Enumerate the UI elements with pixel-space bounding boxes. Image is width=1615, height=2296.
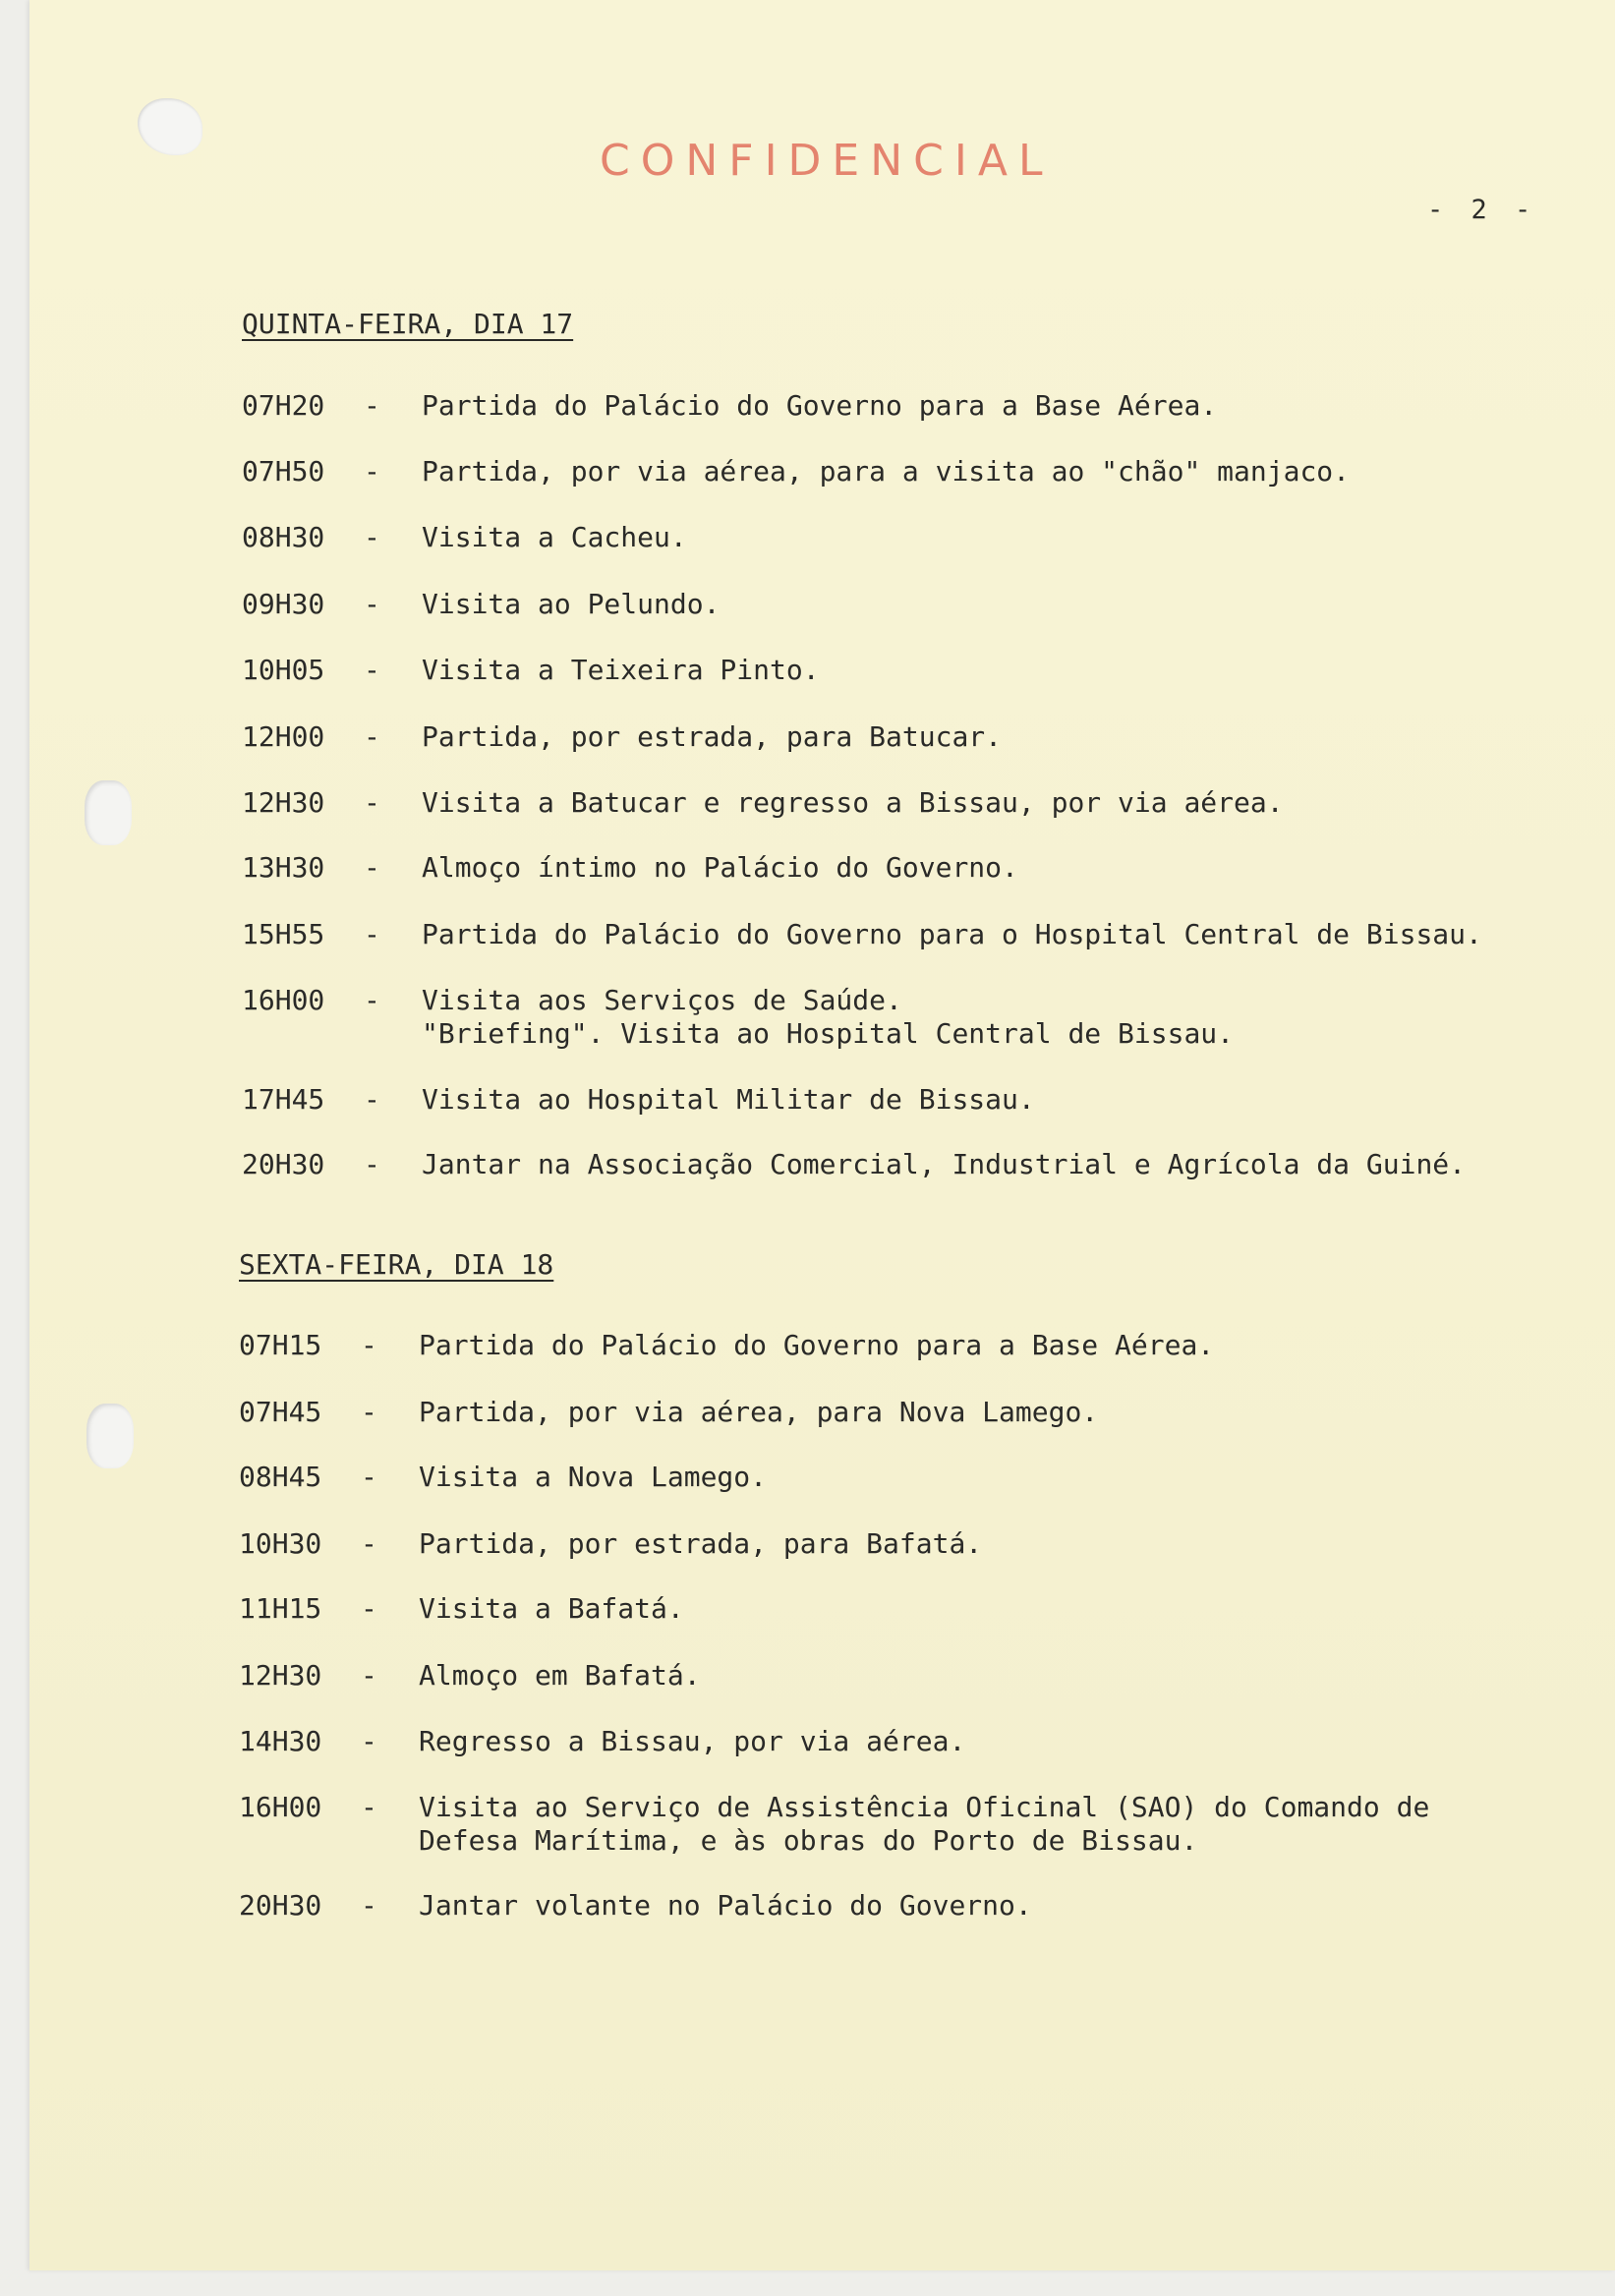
- entry-time: 07H15: [239, 1329, 322, 1361]
- entry-separator: -: [361, 1659, 377, 1692]
- entry-description: Visita aos Serviços de Saúde.: [422, 984, 902, 1016]
- entry-description: "Briefing". Visita ao Hospital Central de Bissau.: [422, 1017, 1235, 1050]
- entry-time: 16H00: [239, 1791, 322, 1823]
- entry-separator: -: [364, 588, 380, 620]
- entry-description: Visita ao Hospital Militar de Bissau.: [422, 1083, 1035, 1116]
- entry-description: Partida do Palácio do Governo para a Base Aérea.: [422, 389, 1218, 422]
- punch-hole: [87, 1404, 134, 1468]
- entry-description: Visita ao Serviço de Assistência Oficinal (SAO) do Comando de: [419, 1791, 1430, 1823]
- entry-separator: -: [364, 654, 380, 686]
- document-page: [29, 0, 1615, 2270]
- entry-separator: -: [364, 786, 380, 819]
- entry-description: Defesa Marítima, e às obras do Porto de Bissau.: [419, 1824, 1198, 1857]
- entry-time: 10H30: [239, 1527, 322, 1560]
- entry-separator: -: [364, 918, 380, 950]
- entry-time: 17H45: [242, 1083, 325, 1116]
- entry-separator: -: [361, 1592, 377, 1625]
- entry-separator: -: [361, 1329, 377, 1361]
- entry-time: 12H30: [239, 1659, 322, 1692]
- entry-description: Visita a Batucar e regresso a Bissau, por via aérea.: [422, 786, 1284, 819]
- entry-description: Almoço em Bafatá.: [419, 1659, 701, 1692]
- entry-separator: -: [364, 1148, 380, 1180]
- entry-description: Jantar volante no Palácio do Governo.: [419, 1889, 1032, 1922]
- entry-description: Visita a Cacheu.: [422, 521, 687, 553]
- entry-description: Visita a Nova Lamego.: [419, 1461, 768, 1493]
- entry-time: 12H00: [242, 720, 325, 753]
- entry-separator: -: [361, 1396, 377, 1428]
- section-title: SEXTA-FEIRA, DIA 18: [239, 1248, 554, 1281]
- entry-time: 14H30: [239, 1725, 322, 1757]
- entry-time: 08H45: [239, 1461, 322, 1493]
- entry-time: 20H30: [239, 1889, 322, 1922]
- entry-description: Partida do Palácio do Governo para a Base Aérea.: [419, 1329, 1215, 1361]
- torn-corner: [138, 98, 202, 155]
- entry-separator: -: [361, 1791, 377, 1823]
- entry-description: Partida, por via aérea, para Nova Lamego.: [419, 1396, 1099, 1428]
- page-number: - 2 -: [1427, 195, 1537, 225]
- entry-separator: -: [364, 851, 380, 884]
- entry-description: Jantar na Associação Comercial, Industrial e Agrícola da Guiné.: [422, 1148, 1467, 1180]
- entry-time: 09H30: [242, 588, 325, 620]
- entry-separator: -: [364, 521, 380, 553]
- entry-description: Partida, por estrada, para Batucar.: [422, 720, 1003, 753]
- entry-description: Regresso a Bissau, por via aérea.: [419, 1725, 966, 1757]
- entry-description: Partida, por via aérea, para a visita ao "chão" manjaco.: [422, 455, 1351, 488]
- entry-time: 08H30: [242, 521, 325, 553]
- entry-separator: -: [364, 984, 380, 1016]
- entry-time: 07H50: [242, 455, 325, 488]
- section-title: QUINTA-FEIRA, DIA 17: [242, 308, 574, 340]
- entry-separator: -: [361, 1461, 377, 1493]
- entry-separator: -: [364, 720, 380, 753]
- entry-time: 16H00: [242, 984, 325, 1016]
- entry-time: 13H30: [242, 851, 325, 884]
- entry-separator: -: [364, 389, 380, 422]
- entry-separator: -: [361, 1527, 377, 1560]
- punch-hole: [85, 780, 132, 845]
- entry-description: Visita a Teixeira Pinto.: [422, 654, 820, 686]
- entry-description: Visita a Bafatá.: [419, 1592, 684, 1625]
- entry-description: Almoço íntimo no Palácio do Governo.: [422, 851, 1018, 884]
- entry-separator: -: [364, 455, 380, 488]
- entry-separator: -: [364, 1083, 380, 1116]
- entry-separator: -: [361, 1725, 377, 1757]
- entry-description: Partida do Palácio do Governo para o Hospital Central de Bissau.: [422, 918, 1482, 950]
- entry-separator: -: [361, 1889, 377, 1922]
- entry-description: Partida, por estrada, para Bafatá.: [419, 1527, 983, 1560]
- entry-time: 07H20: [242, 389, 325, 422]
- entry-description: Visita ao Pelundo.: [422, 588, 721, 620]
- entry-time: 12H30: [242, 786, 325, 819]
- entry-time: 20H30: [242, 1148, 325, 1180]
- entry-time: 15H55: [242, 918, 325, 950]
- confidential-stamp: CONFIDENCIAL: [600, 136, 1054, 186]
- entry-time: 10H05: [242, 654, 325, 686]
- entry-time: 11H15: [239, 1592, 322, 1625]
- entry-time: 07H45: [239, 1396, 322, 1428]
